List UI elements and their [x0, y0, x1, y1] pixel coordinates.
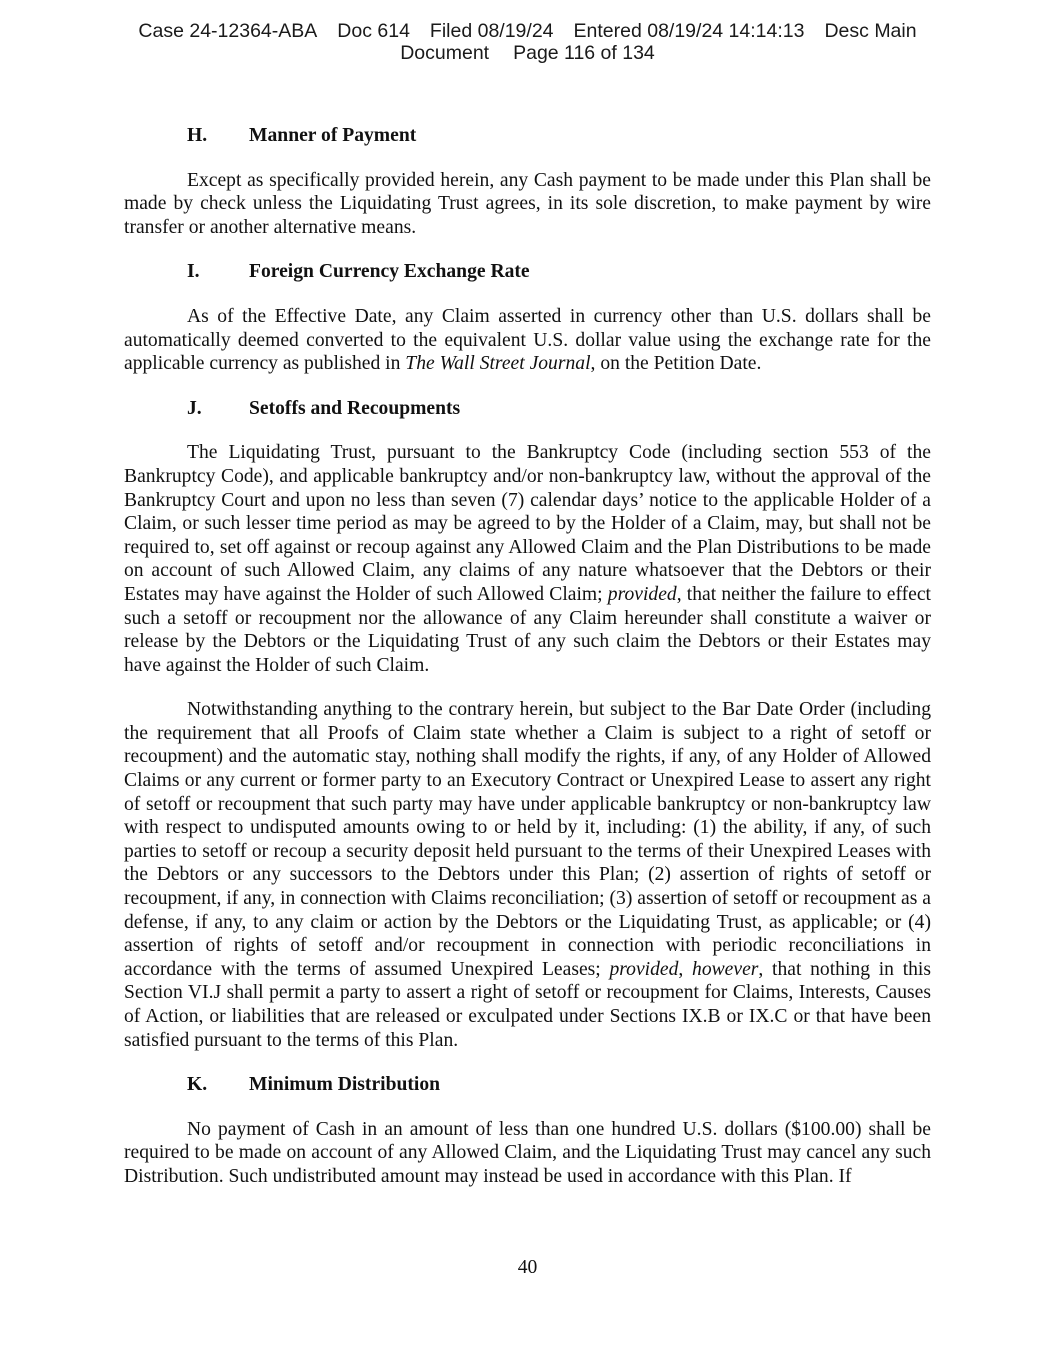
- section-title: Minimum Distribution: [249, 1074, 441, 1096]
- text-run: Notwithstanding anything to the contrary herein, but subject to the Bar Date Order (including the requirement that all Proofs of Claim state whether a Claim is subject to a right of setoff or recoupment) and the automatic stay, nothing shall modify the rights, if any, of any Holder of Allowed Claims or any current or former party to an Executory Contract or Unexpired Lease to assert any right of setoff or recoupment that such party may have under applicable bankruptcy or non-bankruptcy law with respect to undisputed amounts owing to or held by it, including: (1) the ability, if any, of such parties to setoff or recoup a security deposit held pursuant to the terms of their Unexpired Leases with the Debtors or any successors to the Debtors under this Plan; (2) assertion of rights of setoff or recoupment, if any, in connection with Claims reconciliation; (3) assertion of setoff or recoupment as a defense, if any, to any claim or action by the Debtors or the Liquidating Trust, as applicable; or (4) assertion of rights of setoff and/or recoupment in connection with periodic reconciliations in accordance with the terms of assumed Unexpired Leases;: [124, 699, 931, 980]
- text-run: The Liquidating Trust, pursuant to the Bankruptcy Code (including section 553 of the Bankruptcy Code), and applicable bankruptcy and/or non-bankruptcy law, without the approval of the Bankruptcy Court and upon no less than seven (7) calendar days’ notice to the applicable Holder of a Claim, or such lesser time period as may be agreed to by the Holder of a Claim, may, but shall not be required to, set off against or recoup against any Allowed Claim and the Plan Distributions to be made on account of such Allowed Claim, any claims of any nature whatsoever that the Debtors or their Estates may have against the Holder of such Allowed Claim;: [124, 442, 931, 605]
- page-info: Page 116 of 134: [513, 42, 655, 64]
- document-body: [124, 124, 931, 1189]
- paragraph: Except as specifically provided herein, any Cash payment to be made under this Plan shall be made by check unless the Liquidating Trust agrees, in its sole discretion, to make payment by wire transfer or another alternative means.: [124, 169, 931, 238]
- text-run: As of the Effective Date, any Claim asserted in currency other than U.S. dollars shall be automatically deemed converted to the equivalent U.S. dollar value using the exchange rate for the applicable currency as published in: [124, 305, 931, 375]
- filed-date: Filed 08/19/24: [429, 20, 554, 42]
- text-run: , that neither the failure to effect such a setoff or recoupment nor the allowance of any Claim hereunder shall constitute a waiver or release by the Debtors or the Liquidating Trust of any such claim the Debtors or their Estates may have against the Holder of such Claim.: [124, 583, 931, 676]
- text-run: , that nothing in this Section VI.J shall permit a party to assert a right of setoff or recoupment for Claims, Interests, Causes of Action, or liabilities that are released or exculpated under Sections IX.B or IX.C or that have been satisfied pursuant to the terms of this Plan.: [124, 958, 932, 1051]
- case-header-line-1: [0, 20, 1055, 42]
- italic-text: provided: [609, 958, 679, 980]
- paragraph: [124, 305, 931, 376]
- document-label: Document: [400, 42, 490, 64]
- section-heading-k: [124, 1073, 931, 1097]
- entered-date: Entered 08/19/24 14:14:13: [573, 20, 805, 42]
- italic-text: however: [692, 958, 759, 980]
- section-heading-j: [124, 397, 931, 421]
- doc-number: Doc 614: [337, 20, 410, 42]
- section-title: Setoffs and Recoupments: [249, 397, 461, 419]
- italic-text: The Wall Street Journal: [405, 353, 591, 375]
- section-title: Foreign Currency Exchange Rate: [249, 261, 530, 283]
- section-letter: I.: [187, 261, 200, 283]
- case-number: Case 24-12364-ABA: [138, 20, 318, 42]
- page-number: 40: [517, 1257, 538, 1278]
- case-header-line-2: [0, 42, 1055, 64]
- section-letter: J.: [187, 397, 202, 419]
- paragraph: No payment of Cash in an amount of less than one hundred U.S. dollars ($100.00) shall be required to be made on account of any Allowed Claim, and the Liquidating Trust may cancel any such Distribution. Such undistributed amount may instead be used in accordance with this Plan. If: [124, 1118, 931, 1187]
- section-title: Manner of Payment: [249, 125, 417, 146]
- paragraph: [124, 441, 931, 677]
- section-heading-h: [124, 124, 931, 148]
- text-run: , on the Petition Date.: [590, 353, 762, 375]
- section-letter: H.: [187, 125, 208, 146]
- italic-text: provided: [607, 583, 677, 605]
- section-letter: K.: [187, 1074, 208, 1096]
- case-header: [0, 20, 1055, 64]
- section-heading-i: [124, 260, 931, 284]
- text-run: ,: [678, 958, 693, 980]
- desc-label: Desc Main: [824, 20, 917, 42]
- paragraph: [124, 698, 931, 1052]
